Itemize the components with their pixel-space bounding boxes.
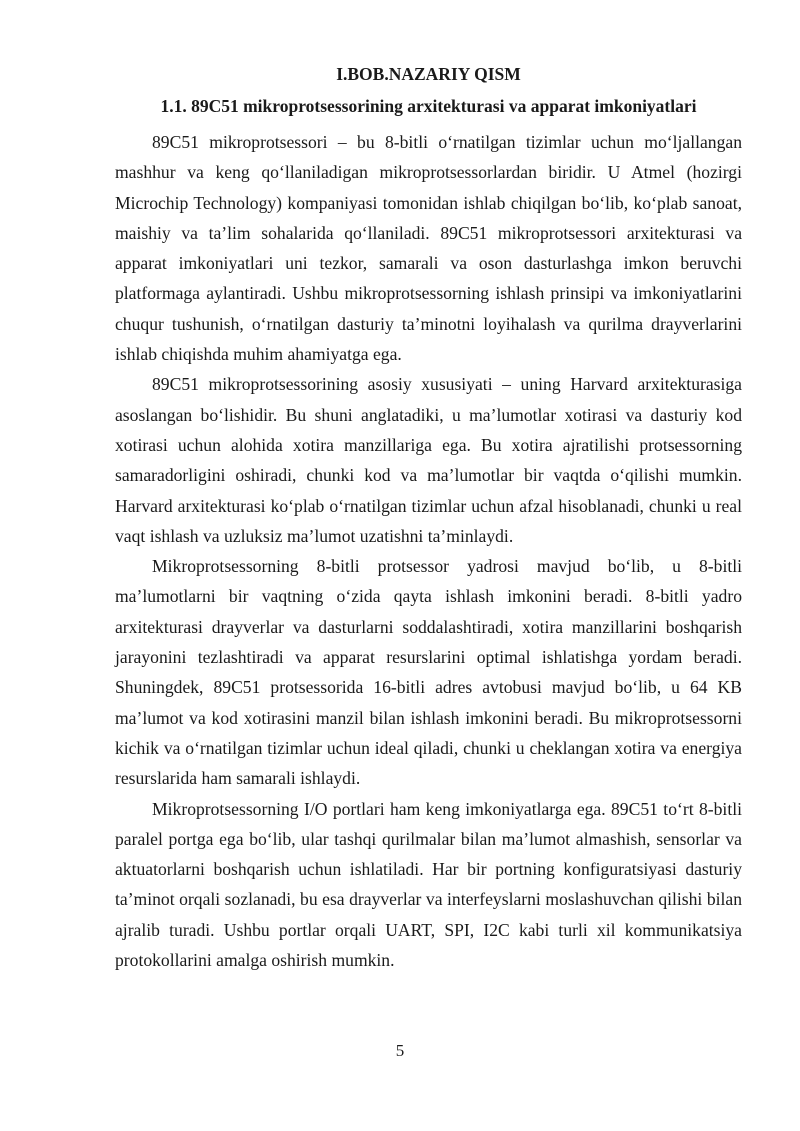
paragraph-2: 89C51 mikroprotsessorining asosiy xususiyati – uning Harvard arxitekturasiga asoslangan bo‘lishidir. Bu shuni anglatadiki, u ma’lumotlar xotirasi va dasturiy kod xotirasi uchun alohida xotira manzillariga ega. Bu xotira ajratilishi protsessorning samaradorligini oshiradi, chunki kod va ma’lumotlar bir vaqtda o‘qilishi mumkin. Harvard arxitekturasi ko‘plab o‘rnatilgan tizimlar uchun afzal hisoblanadi, chunki u real vaqt ishlash va uzluksiz ma’lumot uzatishni ta’minlaydi. (115, 374, 742, 546)
document-page (115, 62, 742, 975)
paragraph-4: Mikroprotsessorning I/O portlari ham keng imkoniyatlarga ega. 89C51 to‘rt 8-bitli paralel portga ega bo‘lib, ular tashqi qurilmalar bilan ma’lumot almashish, sensorlar va aktuatorlarni boshqarish uchun ishlatiladi. Har bir portning konfiguratsiyasi dasturiy ta’minot orqali sozlanadi, bu esa drayverlar va interfeyslarni moslashuvchan qilishi bilan ajralib turadi. Ushbu portlar orqali UART, SPI, I2C kabi turli xil kommunikatsiya protokollarini amalga oshirish mumkin. (115, 798, 742, 971)
chapter-title: I.BOB.NAZARIY QISM (336, 64, 521, 84)
section-title: 1.1. 89C51 mikroprotsessorining arxitekturasi va apparat imkoniyatlari (160, 96, 697, 116)
paragraph-1: 89C51 mikroprotsessori – bu 8-bitli o‘rnatilgan tizimlar uchun mo‘ljallangan mashhur va keng qo‘llaniladigan mikroprotsessorlardan biridir. U Atmel (hozirgi Microchip Technology) kompaniyasi tomonidan ishlab chiqilgan bo‘lib, ko‘plab sanoat, maishiy va ta’lim sohalarida qo‘llaniladi. 89C51 mikroprotsessori arxitekturasi va apparat imkoniyatlari uni tezkor, samarali va oson dasturlashga imkon beruvchi platformaga aylantiradi. Ushbu mikroprotsessorning ishlash prinsipi va imkoniyatlarini chuqur tushunish, o‘rnatilgan dasturiy ta’minotni loyihalash va qurilma drayverlarini ishlab chiqishda muhim ahamiyatga ega. (115, 132, 742, 365)
paragraph-3: Mikroprotsessorning 8-bitli protsessor yadrosi mavjud bo‘lib, u 8-bitli ma’lumotlarni bir vaqtning o‘zida qayta ishlash imkonini beradi. 8-bitli yadro arxitekturasi drayverlar va dasturlarni soddalashtiradi, xotira manzillarini boshqarish jarayonini tezlashtiradi va apparat resurslarini optimal ishlatishga yordam beradi. Shuningdek, 89C51 protsessorida 16-bitli adres avtobusi mavjud bo‘lib, u 64 KB ma’lumot va kod xotirasini manzil bilan ishlash imkonini beradi. Bu mikroprotsessorni kichik va o‘rnatilgan tizimlar uchun ideal qiladi, chunki u cheklangan xotira va energiya resurslarida ham samarali ishlaydi. (115, 556, 742, 789)
page-number: 5 (395, 1041, 405, 1060)
